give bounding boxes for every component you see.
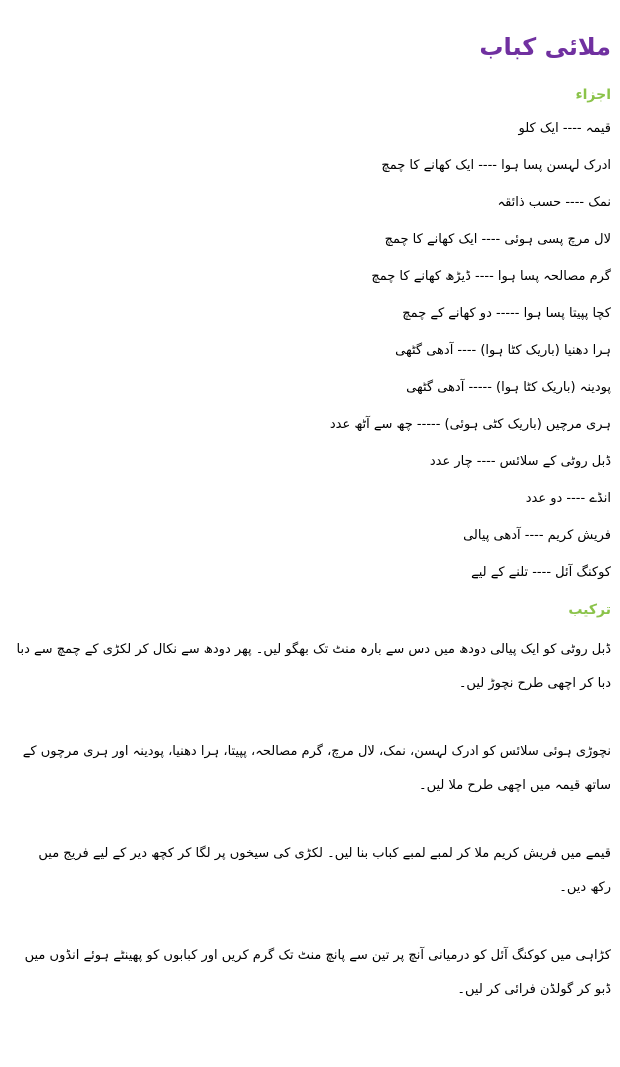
ingredients-heading: اجزاء [575, 87, 611, 103]
method-step: قیمے میں فریش کریم ملا کر لمبے لمبے کباب بنا لیں۔ لکڑی کی سیخوں پر لگا کر کچھ دیر کے لیے فریج میں رکھ دیں۔ [38, 846, 611, 895]
ingredient-item: گرم مصالحہ پسا ہوا ---- ڈیڑھ کھانے کا چمچ [371, 269, 611, 284]
ingredient-item: قیمہ ---- ایک کلو [518, 121, 611, 136]
ingredients-list [14, 118, 611, 584]
ingredient-item: ہری مرچیں (باریک کٹی ہوئی) ----- چھ سے آٹھ عدد [329, 417, 611, 432]
ingredient-item: انڈے ---- دو عدد [525, 491, 611, 506]
method-steps [14, 633, 611, 1007]
ingredient-item: فریش کریم ---- آدھی پیالی [463, 528, 611, 543]
ingredient-item: ہرا دھنیا (باریک کٹا ہوا) ---- آدھی گٹھی [395, 343, 611, 358]
method-step: نچوڑی ہوئی سلائس کو ادرک لہسن، نمک، لال مرچ، گرم مصالحہ، پپیتا، ہرا دھنیا، پودینہ اور ہری مرچوں کے ساتھ قیمہ میں اچھی طرح ملا لیں۔ [22, 744, 611, 793]
ingredient-item: نمک ---- حسب ذائقہ [497, 195, 611, 210]
ingredient-item: لال مرچ پسی ہوئی ---- ایک کھانے کا چمچ [384, 232, 611, 247]
ingredient-item: کچا پپیتا پسا ہوا ----- دو کھانے کے چمچ [402, 306, 611, 321]
ingredient-item: پودینہ (باریک کٹا ہوا) ----- آدھی گٹھی [406, 380, 611, 395]
ingredient-item: کوکنگ آئل ---- تلنے کے لیے [471, 565, 611, 580]
method-heading: ترکیب [568, 602, 611, 618]
method-step: ڈبل روٹی کو ایک پیالی دودھ میں دس سے بارہ منٹ تک بھگو لیں۔ پھر دودھ سے نکال کر لکڑی کے چمچ سے دبا دبا کر اچھی طرح نچوڑ لیں۔ [16, 642, 611, 691]
ingredient-item: ڈبل روٹی کے سلائس ---- چار عدد [429, 454, 611, 469]
recipe-title: ملائی کباب [479, 33, 611, 61]
ingredient-item: ادرک لہسن پسا ہوا ---- ایک کھانے کا چمچ [381, 158, 611, 173]
method-step: کڑاہی میں کوکنگ آئل کو درمیانی آنچ پر تین سے پانچ منٹ تک گرم کریں اور کبابوں کو پھینٹے ہوئے انڈوں میں ڈبو کر گولڈن فرائی کر لیں۔ [24, 948, 611, 997]
